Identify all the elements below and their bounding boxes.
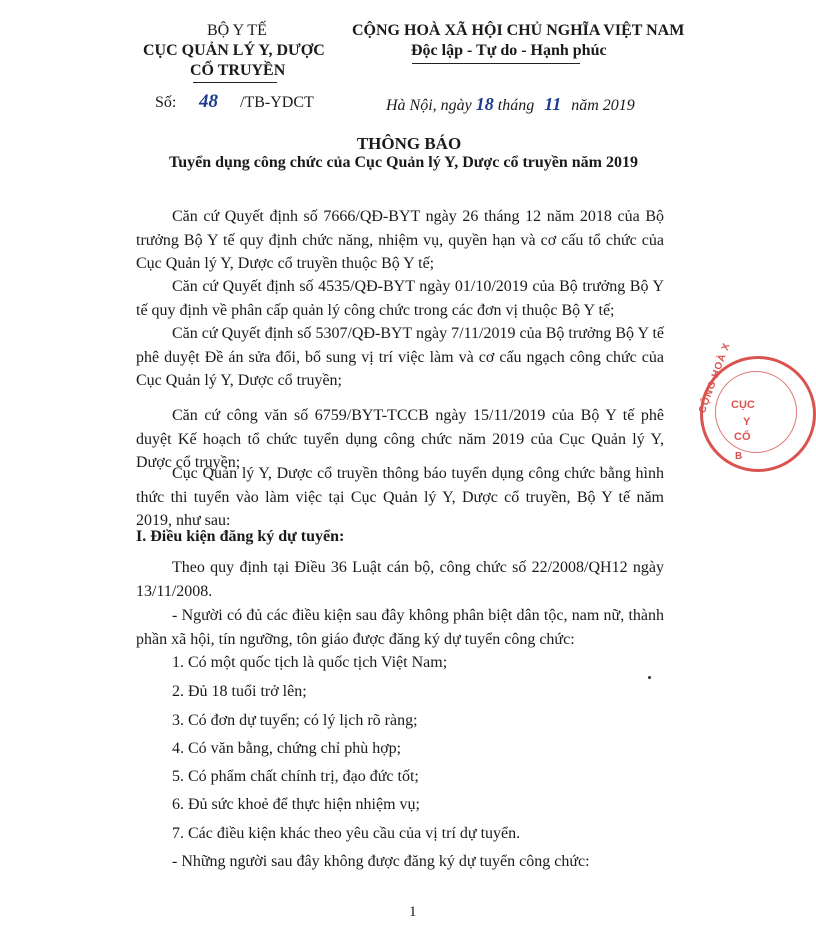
document-number-handwritten: 48 [199, 91, 218, 112]
document-number-label: Số: [155, 94, 177, 111]
document-number-suffix: /TB-YDCT [240, 94, 314, 111]
seal-edge-letter: B [735, 451, 743, 462]
date-prefix: Hà Nội, ngày [386, 97, 472, 114]
country-name: CỘNG HOÀ XÃ HỘI CHỦ NGHĨA VIỆT NAM [352, 22, 685, 39]
seal-inner-line3: CỔ [734, 431, 751, 443]
document-title: THÔNG BÁO [356, 134, 462, 153]
condition-item-2: 2. Đủ 18 tuổi trở lên; [172, 683, 307, 700]
seal-inner-line1: CỤC [731, 399, 755, 411]
left-header-underline [193, 82, 277, 83]
date-month-label: tháng [497, 97, 535, 114]
date-year: năm 2019 [571, 97, 635, 114]
condition-item-4: 4. Có văn bằng, chứng chỉ phù hợp; [172, 740, 402, 757]
department-name-line1: CỤC QUẢN LÝ Y, DƯỢC [143, 42, 325, 59]
condition-item-6: 6. Đủ sức khoẻ để thực hiện nhiệm vụ; [172, 796, 420, 813]
scan-speck [648, 676, 651, 679]
department-name-line2: CỔ TRUYỀN [190, 62, 286, 79]
section-1-lead: - Người có đủ các điều kiện sau đây không phân biệt dân tộc, nam nữ, thành phần xã hội, tín ngưỡng, tôn giáo được đăng ký dự tuyển công chức: [136, 607, 664, 648]
paragraph-basis-2: Căn cứ Quyết định số 4535/QĐ-BYT ngày 01/10/2019 của Bộ trưởng Bộ Y tế quy định về phân cấp quản lý công chức trong các đơn vị thuộc Bộ Y tế; [136, 278, 664, 319]
national-motto: Độc lập - Tự do - Hạnh phúc [411, 42, 607, 59]
seal-inner-ring [715, 371, 797, 453]
condition-item-3: 3. Có đơn dự tuyển; có lý lịch rõ ràng; [172, 712, 418, 729]
motto-underline [412, 63, 580, 64]
paragraph-basis-3: Căn cứ Quyết định số 5307/QĐ-BYT ngày 7/11/2019 của Bộ trưởng Bộ Y tế phê duyệt Đề án sửa đổi, bổ sung vị trí việc làm và cơ cấu ngạch công chức của Cục Quản lý Y, Dược cổ truyền; [136, 325, 664, 389]
official-seal-stamp [697, 341, 816, 472]
condition-item-1: 1. Có một quốc tịch là quốc tịch Việt Nam; [172, 654, 448, 671]
paragraph-basis-1: Căn cứ Quyết định số 7666/QĐ-BYT ngày 26 tháng 12 năm 2018 của Bộ trưởng Bộ Y tế quy định chức năng, nhiệm vụ, quyền hạn và cơ cấu tổ chức của Cục Quản lý Y, Dược cổ truyền thuộc Bộ Y tế; [136, 208, 664, 272]
seal-inner-line2: Y [743, 416, 751, 428]
seal-ring-text: CỘNG HOÀ X [697, 341, 733, 415]
condition-item-7: 7. Các điều kiện khác theo yêu cầu của vị trí dự tuyển. [172, 825, 521, 842]
ministry-name: BỘ Y TẾ [207, 22, 267, 39]
ineligible-lead: - Những người sau đây không được đăng ký dự tuyển công chức: [172, 853, 590, 870]
date-month-handwritten: 11 [544, 94, 562, 114]
date-line [386, 94, 635, 115]
document-subtitle: Tuyển dụng công chức của Cục Quản lý Y, Dược cổ truyền năm 2019 [169, 154, 639, 171]
section-1-heading: I. Điều kiện đăng ký dự tuyển: [136, 528, 345, 545]
date-day-handwritten: 18 [475, 94, 494, 114]
condition-item-5: 5. Có phẩm chất chính trị, đạo đức tốt; [172, 768, 419, 785]
page-number: 1 [409, 904, 417, 920]
paragraph-basis-4: Căn cứ công văn số 6759/BYT-TCCB ngày 15/11/2019 của Bộ Y tế phê duyệt Kế hoạch tổ chức tuyển dụng công chức năm 2019 của Cục Quản lý Y, Dược cổ truyền; [136, 407, 664, 471]
section-1-intro: Theo quy định tại Điều 36 Luật cán bộ, công chức số 22/2008/QH12 ngày 13/11/2008. [136, 559, 664, 600]
paragraph-announcement: Cục Quản lý Y, Dược cổ truyền thông báo tuyển dụng công chức bằng hình thức thi tuyển vào làm việc tại Cục Quản lý Y, Dược cổ truyền, Bộ Y tế năm 2019, như sau: [136, 465, 664, 529]
